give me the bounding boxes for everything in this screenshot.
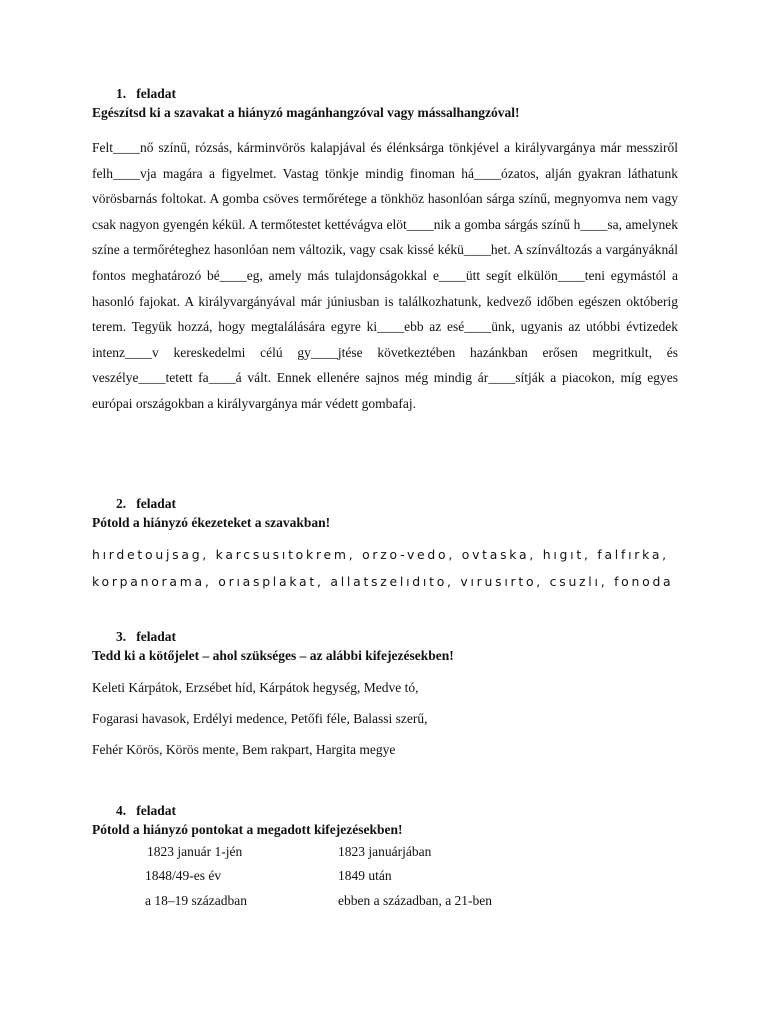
task-2-word-list bbox=[92, 541, 678, 595]
task-2-instruction: Pótold a hiányzó ékezeteket a szavakban! bbox=[92, 515, 331, 530]
task-1-heading-text: feladat bbox=[136, 86, 176, 101]
task-4-row-2-right: 1849 után bbox=[338, 868, 392, 883]
task-3-header bbox=[92, 629, 678, 647]
task-3-expression-list bbox=[92, 672, 678, 765]
task-3-heading bbox=[116, 629, 176, 645]
task-2-heading-text: feladat bbox=[136, 496, 176, 511]
task-4-expression-table bbox=[92, 844, 592, 924]
task-2 bbox=[92, 496, 678, 595]
task-3-line-1: Keleti Kárpátok, Erzsébet híd, Kárpátok hegység, Medve tó, bbox=[92, 680, 419, 695]
task-3-heading-text: feladat bbox=[136, 629, 176, 644]
task-1-paragraph: Felt____nő színű, rózsás, kárminvörös kalapjával és élénksárga tönkjével a királyvargánya már messziről felh____vja magára a figyelmet. Vastag tönkje mindig finoman há____ózatos, alján gyakran láthatunk vörösbarnás foltokat. A gomba csöves termőrétege a tönkhöz hasonlóan sárga színű, megnyomva nem vagy csak nagyon gyengén kékül. A termőtestet kettévágva elöt____nik a gomba sárgás színű h____sa, amelynek színe a termőréteghez hasonlóan nem változik, vagy csak kissé kékü____het. A színváltozás a vargányáknál fontos meghatározó bé____eg, amely más tulajdonságokkal e____ütt segít elkülön____teni egymástól a hasonló fajokat. A királyvargányával már júniusban is találkozhatunk, kedvező időben egészen októberig terem. Tegyük hozzá, hogy megtalálására egyre ki____ebb az esé____ünk, ugyanis az utóbbi évtizedek intenz____v kereskedelmi célú gy____jtése következtében hazánkban erősen megritkult, és veszélye____tetett fa____á vált. Ennek ellenére sajnos még mindig ár____sítják a piacokon, míg egyes európai országokban a királyvargánya már védett gombafaj. bbox=[92, 140, 678, 411]
task-2-header bbox=[92, 496, 678, 514]
task-4-row-1-right: 1823 januárjában bbox=[338, 844, 432, 859]
task-2-number: 2. bbox=[116, 496, 127, 511]
task-3-number: 3. bbox=[116, 629, 127, 644]
task-2-line-2: korpanorama, orıasplakat, allatszelıdıto, vırusırto, csuzlı, fonoda bbox=[92, 574, 674, 589]
task-1 bbox=[92, 86, 678, 417]
task-3 bbox=[92, 629, 678, 765]
task-4 bbox=[92, 803, 678, 924]
task-4-row-2-left: 1848/49-es év bbox=[145, 868, 222, 883]
task-3-line-2: Fogarasi havasok, Erdélyi medence, Petőfi féle, Balassi szerű, bbox=[92, 711, 428, 726]
task-4-number: 4. bbox=[116, 803, 127, 818]
task-2-line-1: hırdetoujsag, karcsusıtokrem, orzo-vedo, ovtaska, hıgıt, falfırka, bbox=[92, 547, 669, 562]
task-1-number: 1. bbox=[116, 86, 127, 101]
task-4-heading-text: feladat bbox=[136, 803, 176, 818]
task-4-header bbox=[92, 803, 678, 821]
task-1-heading bbox=[116, 86, 176, 102]
task-4-row-3-right: ebben a században, a 21-ben bbox=[338, 893, 493, 908]
task-1-instruction: Egészítsd ki a szavakat a hiányzó magánhangzóval vagy mássalhangzóval! bbox=[92, 105, 520, 120]
task-1-header bbox=[92, 86, 678, 104]
task-4-row-3-left: a 18–19 században bbox=[145, 893, 247, 908]
task-4-row-1-left: 1823 január 1-jén bbox=[147, 844, 243, 859]
task-2-heading bbox=[116, 496, 176, 512]
task-3-line-3: Fehér Körös, Körös mente, Bem rakpart, Hargita megye bbox=[92, 742, 396, 757]
task-3-instruction: Tedd ki a kötőjelet – ahol szükséges – az alábbi kifejezésekben! bbox=[92, 648, 454, 663]
task-4-instruction: Pótold a hiányzó pontokat a megadott kifejezésekben! bbox=[92, 822, 403, 837]
task-4-heading bbox=[116, 803, 176, 819]
